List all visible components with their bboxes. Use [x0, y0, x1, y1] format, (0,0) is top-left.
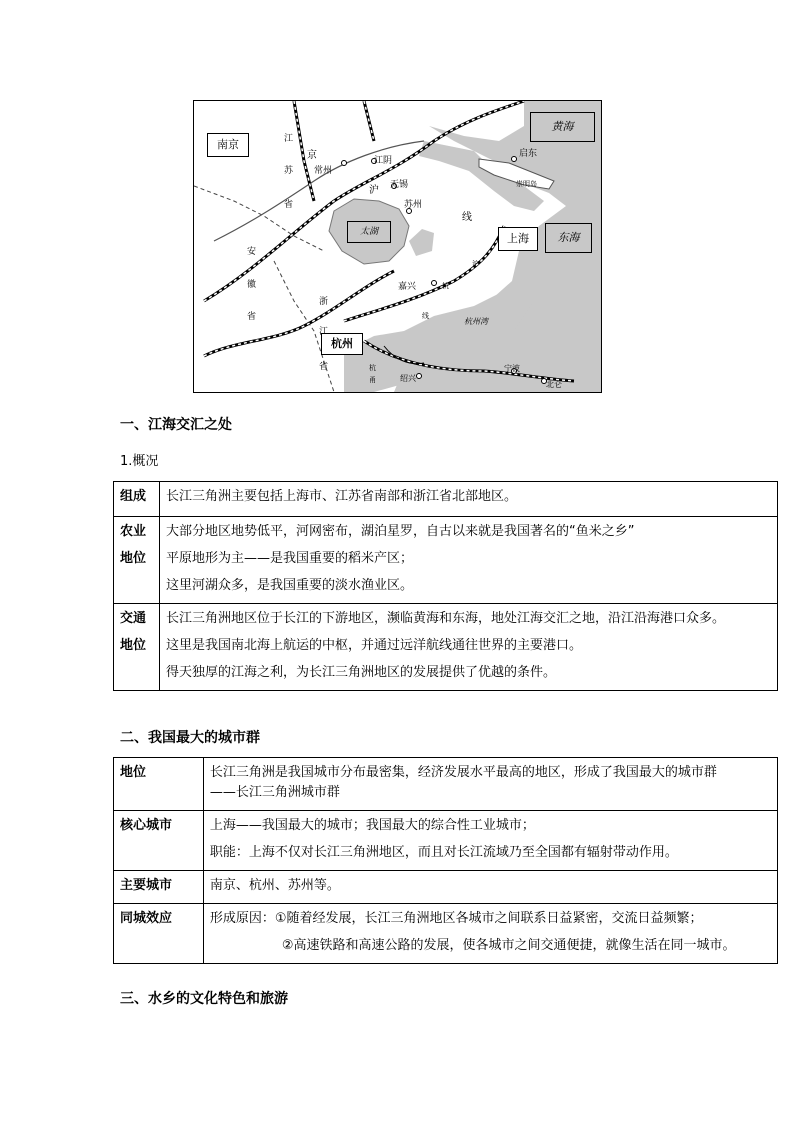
table-row: [114, 904, 778, 964]
huanghai-label: 黄海: [530, 112, 595, 142]
row-text: 职能：上海不仅对长江三角洲地区，而且对长江流域乃至全国都有辐射带动作用。: [209, 845, 678, 860]
qidong-label: 启东: [519, 149, 538, 159]
hangyong-char-2: 甬: [369, 376, 376, 384]
row-text: 上海——我国最大的城市；我国最大的综合性工业城市；: [209, 818, 535, 833]
nanjing-label: 南京: [207, 133, 249, 157]
row-text: ——长江三角洲城市群: [209, 785, 340, 800]
row-text: ②高速铁路和高速公路的发展，使各城市之间交通便捷，就像生活在同一城市。: [281, 938, 736, 953]
row-label: 地位: [120, 765, 147, 780]
city-cluster-table: [113, 757, 778, 964]
taihu-label: 太湖: [347, 221, 391, 243]
anhui-char-1: 安: [247, 247, 257, 257]
huhang-char-3: 线: [422, 312, 429, 320]
row-text: 得天独厚的江海之利，为长江三角洲地区的发展提供了优越的条件。: [165, 665, 556, 680]
jiangyin-label: 江阴: [374, 156, 393, 166]
jiaxing-label: 嘉兴: [398, 282, 417, 292]
yangtze-delta-map: [193, 100, 602, 393]
zhejiang-char-1: 浙: [319, 297, 329, 307]
row-label: 地位: [120, 638, 147, 653]
huhang-char-2: 杭: [442, 282, 449, 290]
row-label: 主要城市: [120, 878, 173, 893]
section1-subtitle: 1.概况: [120, 454, 159, 469]
row-label: 地位: [120, 551, 147, 566]
beilun-label: 北仑: [546, 380, 562, 389]
row-label: 交通: [120, 611, 147, 626]
jinghu-char-1: 京: [307, 150, 317, 161]
lake-small: [409, 229, 434, 256]
chongming-label: 崇明岛: [516, 180, 537, 188]
anhui-char-3: 省: [247, 312, 257, 322]
shaoxing-label: 绍兴: [400, 374, 416, 383]
table-row: [114, 517, 778, 604]
section3-title: 三、水乡的文化特色和旅游: [120, 991, 288, 1007]
hangzhouwan-label: 杭州湾: [464, 317, 488, 326]
jinghu-char-2: 沪: [369, 185, 379, 196]
row-text: 这里河湖众多，是我国重要的淡水渔业区。: [165, 578, 413, 593]
jiangsu-char-2: 苏: [284, 166, 294, 176]
row-text: 长江三角洲地区位于长江的下游地区，濒临黄海和东海，地处江海交汇之地，沿江沿海港口众多。: [165, 611, 725, 626]
wuxi-label: 无锡: [390, 180, 409, 190]
table-row: [114, 604, 778, 691]
row-text: 大部分地区地势低平，河网密布，湖泊星罗，自古以来就是我国著名的“鱼米之乡”: [165, 524, 635, 539]
hangyong-char-1: 杭: [369, 364, 376, 372]
row-text: 长江三角洲主要包括上海市、江苏省南部和浙江省北部地区。: [165, 489, 517, 504]
row-label: 农业: [120, 524, 147, 539]
row-text: 长江三角洲是我国城市分布最密集，经济发展水平最高的地区，形成了我国最大的城市群: [209, 765, 717, 780]
huhang-char-1: 沪: [472, 260, 479, 268]
table-row: [114, 811, 778, 871]
row-text: 形成原因：①随着经发展，长江三角洲地区各城市之间联系日益紧密，交流日益频繁；: [209, 911, 703, 926]
overview-table: [113, 481, 778, 691]
ningbo-label: 宁波: [504, 364, 520, 373]
shanghai-label: 上海: [498, 227, 538, 251]
jiangsu-char-3: 省: [284, 200, 294, 210]
row-text: 这里是我国南北海上航运的中枢，并通过远洋航线通往世界的主要港口。: [165, 638, 582, 653]
xian-char: 线: [462, 212, 472, 223]
hangzhou-label: 杭州: [321, 333, 363, 355]
jiangsu-char-1: 江: [284, 134, 294, 144]
zhejiang-char-2: 江: [319, 327, 329, 337]
section2-title: 二、我国最大的城市群: [120, 730, 260, 746]
table-row: [114, 871, 778, 904]
row-label: 同城效应: [120, 911, 173, 926]
row-label: 核心城市: [120, 818, 173, 833]
row-label: 组成: [120, 489, 147, 504]
row-text: 平原地形为主——是我国重要的稻米产区；: [165, 551, 413, 566]
table-row: [114, 482, 778, 517]
suzhou-label: 苏州: [404, 200, 423, 210]
anhui-char-2: 徽: [247, 280, 257, 290]
section1-title: 一、江海交汇之处: [120, 417, 232, 433]
border-line: [194, 186, 324, 251]
zhejiang-char-3: 省: [319, 362, 329, 372]
row-text: 南京、杭州、苏州等。: [209, 878, 340, 893]
table-row: [114, 758, 778, 811]
changzhou-label: 常州: [314, 166, 333, 176]
donghai-label: 东海: [545, 223, 592, 253]
